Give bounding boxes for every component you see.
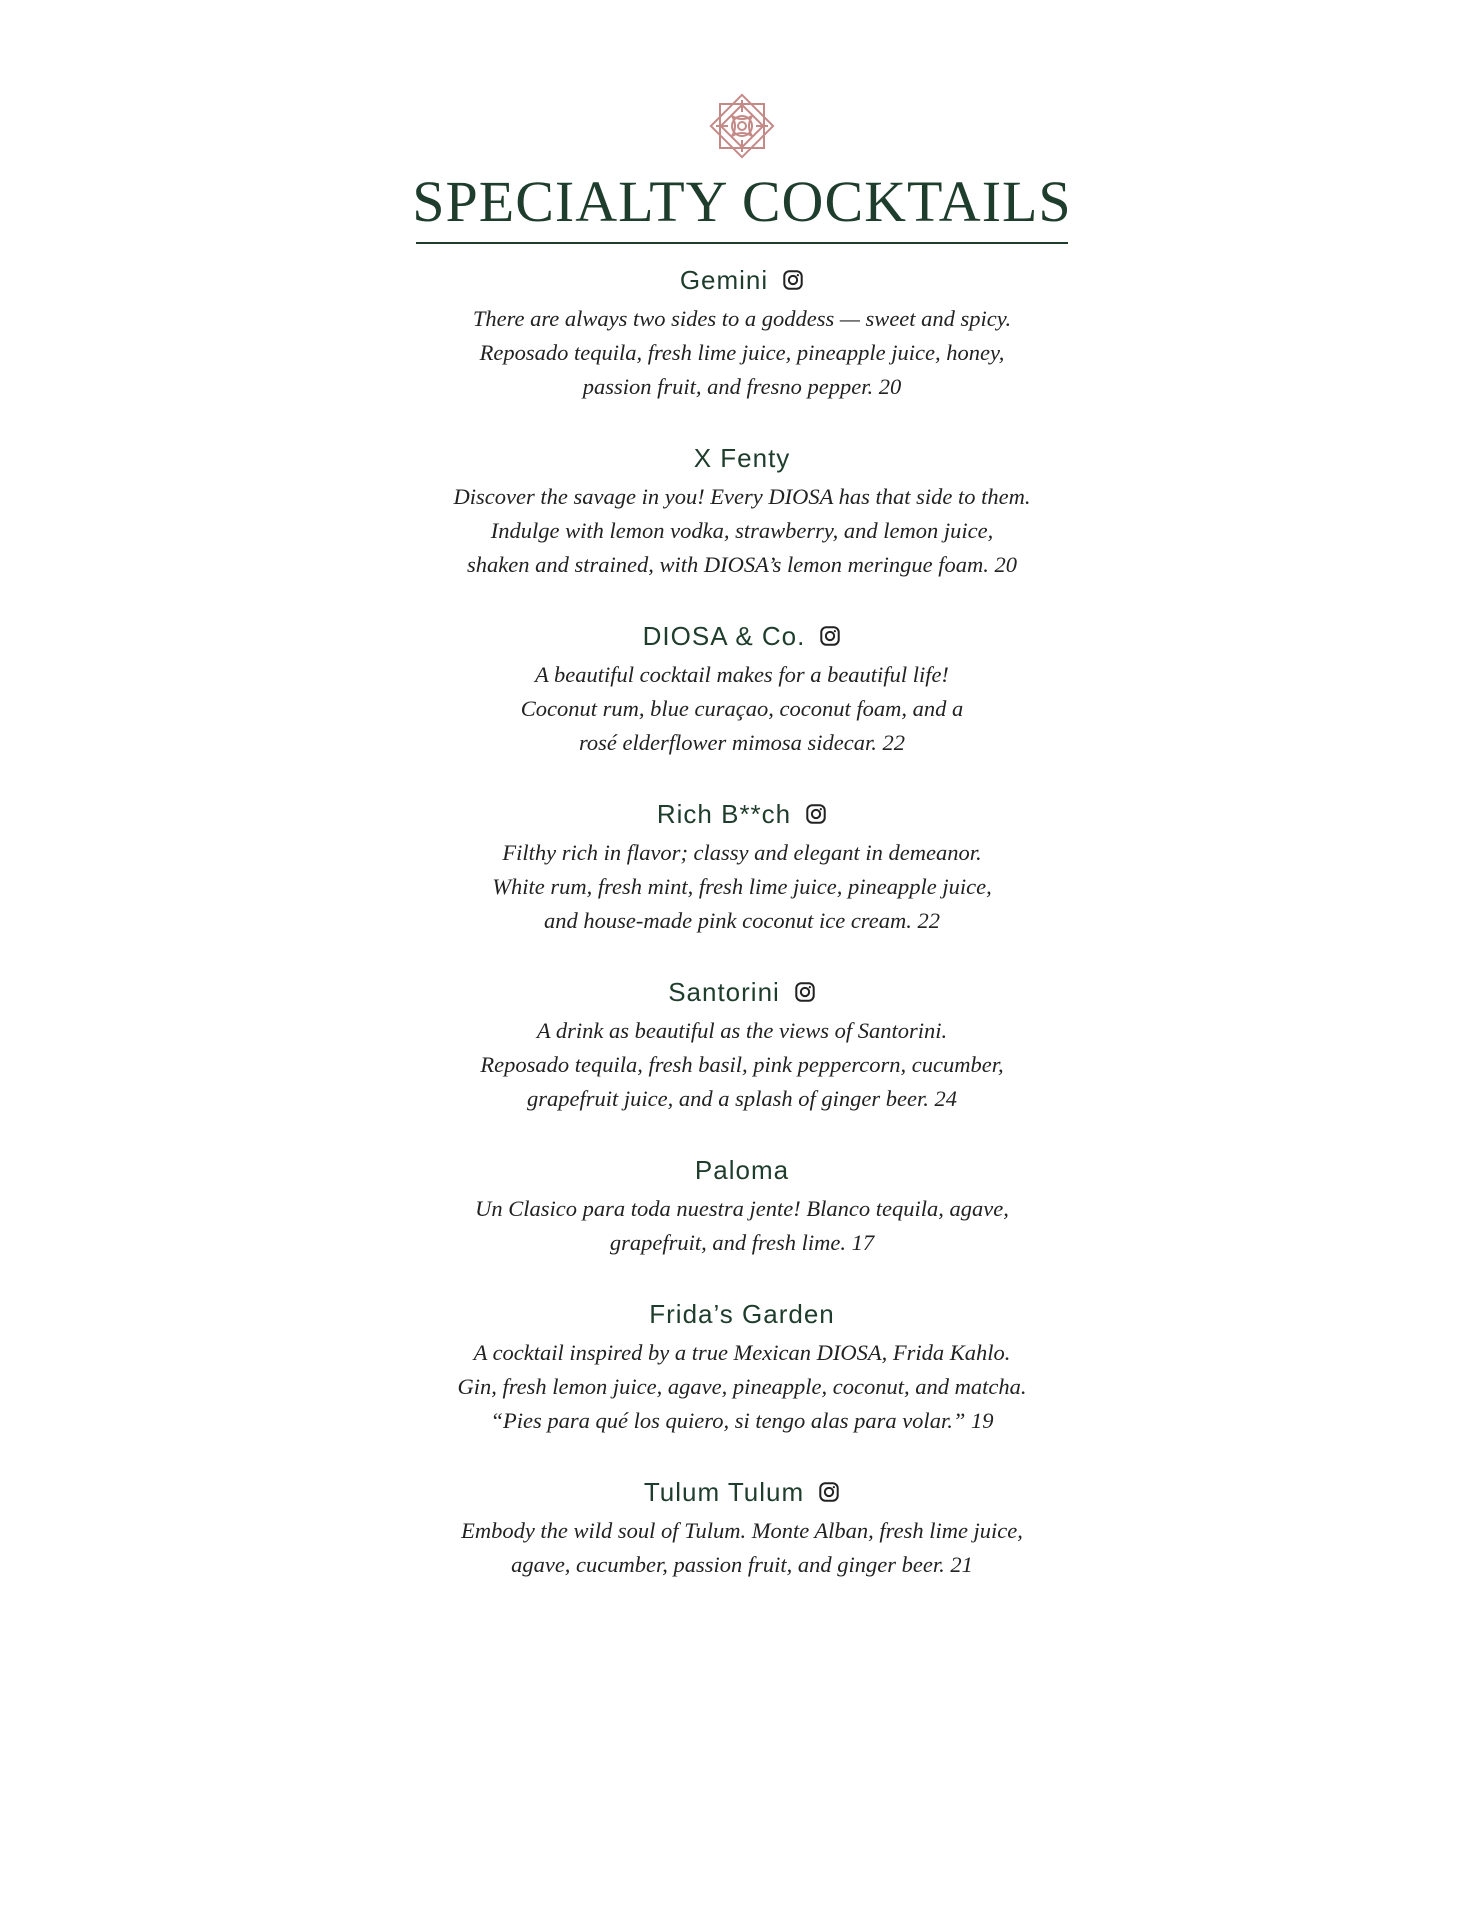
description-line: “Pies para qué los quiero, si tengo alas para volar.” 19 bbox=[490, 1408, 994, 1433]
cocktail-name: Santorini bbox=[668, 977, 780, 1007]
instagram-icon[interactable] bbox=[805, 803, 827, 825]
menu-item-heading bbox=[0, 970, 1484, 1014]
menu-item-heading bbox=[0, 258, 1484, 302]
cocktail-description bbox=[0, 836, 1484, 938]
menu-item bbox=[0, 436, 1484, 582]
instagram-icon[interactable] bbox=[782, 269, 804, 291]
menu-item-heading bbox=[0, 1148, 1484, 1192]
instagram-icon[interactable] bbox=[794, 981, 816, 1003]
description-line: Reposado tequila, fresh basil, pink peppercorn, cucumber, bbox=[480, 1052, 1004, 1077]
cocktail-name: X Fenty bbox=[693, 443, 791, 473]
menu-item bbox=[0, 792, 1484, 938]
cocktail-name: Frida’s Garden bbox=[649, 1299, 835, 1329]
cocktail-description bbox=[0, 480, 1484, 582]
description-line: White rum, fresh mint, fresh lime juice, pineapple juice, bbox=[492, 874, 992, 899]
description-line: Filthy rich in flavor; classy and elegant in demeanor. bbox=[502, 840, 982, 865]
description-line: Indulge with lemon vodka, strawberry, and lemon juice, bbox=[490, 518, 994, 543]
menu-item bbox=[0, 1292, 1484, 1438]
cocktail-name: Paloma bbox=[694, 1155, 790, 1185]
description-line: Un Clasico para toda nuestra jente! Blanco tequila, agave, bbox=[475, 1196, 1009, 1221]
menu-item bbox=[0, 258, 1484, 404]
description-line: and house-made pink coconut ice cream. 22 bbox=[544, 908, 940, 933]
menu-item-heading bbox=[0, 436, 1484, 480]
description-line: Embody the wild soul of Tulum. Monte Alban, fresh lime juice, bbox=[461, 1518, 1023, 1543]
cocktail-list bbox=[0, 258, 1484, 1614]
description-line: Gin, fresh lemon juice, agave, pineapple, coconut, and matcha. bbox=[457, 1374, 1027, 1399]
description-line: grapefruit, and fresh lime. 17 bbox=[609, 1230, 875, 1255]
mandala-logo-icon bbox=[702, 86, 782, 166]
cocktail-description bbox=[0, 1336, 1484, 1438]
cocktail-name: DIOSA & Co. bbox=[642, 621, 806, 651]
description-line: Discover the savage in you! Every DIOSA has that side to them. bbox=[453, 484, 1031, 509]
description-line: A beautiful cocktail makes for a beautiful life! bbox=[535, 662, 949, 687]
cocktail-description bbox=[0, 302, 1484, 404]
description-line: There are always two sides to a goddess — sweet and spicy. bbox=[472, 306, 1012, 331]
cocktail-name: Rich B**ch bbox=[656, 799, 792, 829]
instagram-icon[interactable] bbox=[819, 625, 841, 647]
cocktail-description bbox=[0, 658, 1484, 760]
description-line: A drink as beautiful as the views of Santorini. bbox=[536, 1018, 948, 1043]
cocktail-description bbox=[0, 1014, 1484, 1116]
menu-item-heading bbox=[0, 1292, 1484, 1336]
description-line: Coconut rum, blue curaçao, coconut foam, and a bbox=[520, 696, 964, 721]
title-divider bbox=[416, 242, 1068, 244]
menu-item-heading bbox=[0, 614, 1484, 658]
cocktail-description bbox=[0, 1192, 1484, 1260]
description-line: A cocktail inspired by a true Mexican DIOSA, Frida Kahlo. bbox=[473, 1340, 1011, 1365]
menu-item-heading bbox=[0, 1470, 1484, 1514]
instagram-icon[interactable] bbox=[818, 1481, 840, 1503]
cocktail-description bbox=[0, 1514, 1484, 1582]
description-line: Reposado tequila, fresh lime juice, pineapple juice, honey, bbox=[479, 340, 1005, 365]
menu-item-heading bbox=[0, 792, 1484, 836]
cocktail-name: Gemini bbox=[679, 265, 769, 295]
description-line: shaken and strained, with DIOSA’s lemon meringue foam. 20 bbox=[467, 552, 1017, 577]
menu-item bbox=[0, 970, 1484, 1116]
menu-item bbox=[0, 1148, 1484, 1260]
description-line: agave, cucumber, passion fruit, and ginger beer. 21 bbox=[511, 1552, 973, 1577]
description-line: grapefruit juice, and a splash of ginger beer. 24 bbox=[527, 1086, 957, 1111]
menu-item bbox=[0, 614, 1484, 760]
page-title: SPECIALTY COCKTAILS bbox=[412, 169, 1072, 234]
description-line: rosé elderflower mimosa sidecar. 22 bbox=[578, 730, 906, 755]
menu-item bbox=[0, 1470, 1484, 1582]
cocktail-name: Tulum Tulum bbox=[643, 1477, 805, 1507]
description-line: passion fruit, and fresno pepper. 20 bbox=[582, 374, 902, 399]
